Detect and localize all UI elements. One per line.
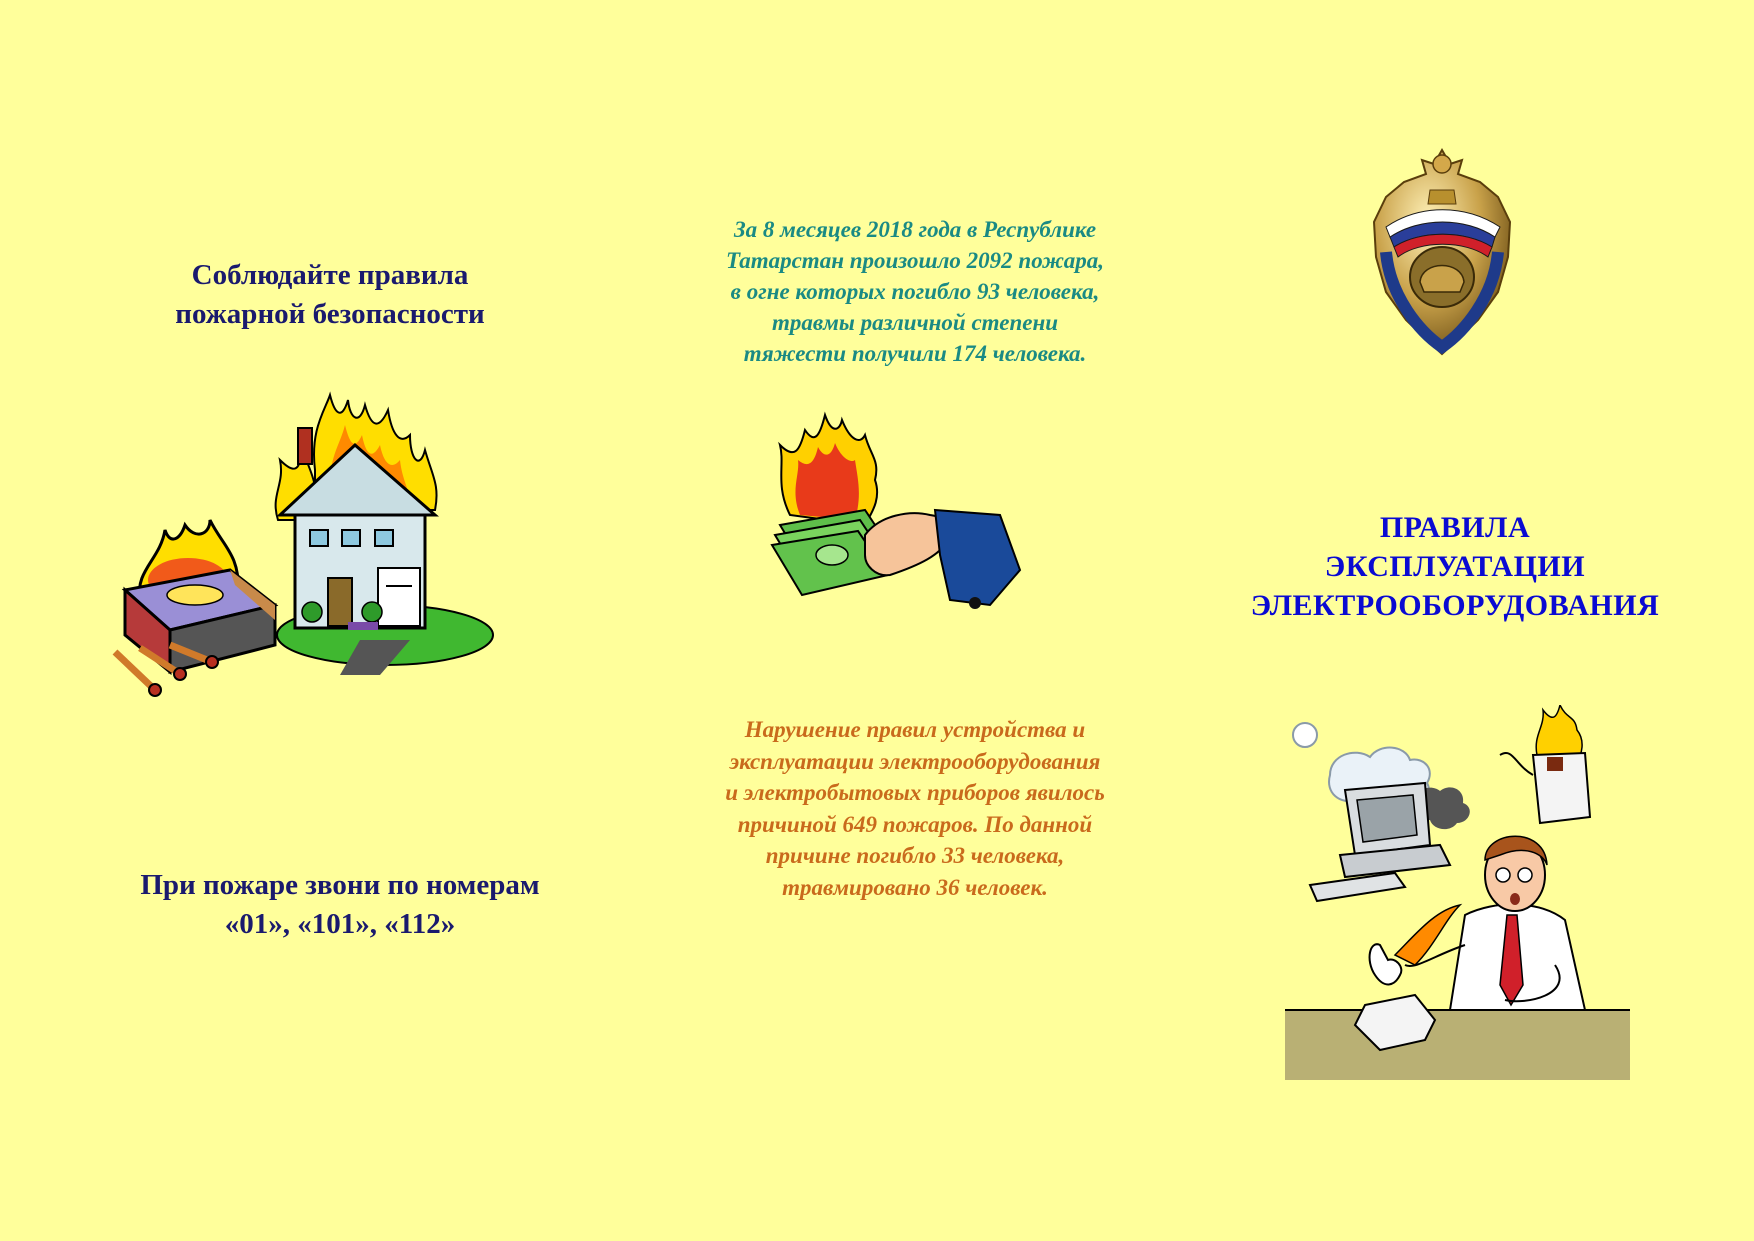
fire-safety-heading bbox=[110, 256, 550, 334]
cause-line: причине погибло 33 человека, bbox=[765, 843, 1065, 868]
state-supervision-emblem bbox=[1370, 142, 1515, 356]
fire-statistics-text bbox=[660, 214, 1170, 369]
emergency-phone-text bbox=[70, 866, 610, 944]
electrical-fire-cause-text bbox=[660, 714, 1170, 903]
stats-line: тяжести получили 174 человека. bbox=[743, 341, 1087, 366]
phone-numbers: «01», «101», «112» bbox=[224, 908, 456, 940]
burning-house-and-matches-image bbox=[110, 390, 510, 750]
cause-line: травмировано 36 человек. bbox=[782, 874, 1048, 900]
burning-money-image bbox=[770, 405, 1040, 645]
money-flames bbox=[780, 415, 877, 525]
phone-line: При пожаре звони по номерам bbox=[140, 869, 540, 901]
stats-line: За 8 месяцев 2018 года в Республике bbox=[733, 217, 1097, 242]
emblem-badge bbox=[1374, 150, 1510, 354]
title-line: ЭЛЕКТРООБОРУДОВАНИЯ bbox=[1250, 589, 1660, 622]
heading-line: Соблюдайте правила bbox=[191, 259, 469, 291]
man-with-burning-phone-image bbox=[1285, 705, 1630, 1080]
stats-line: Татарстан произошло 2092 пожара, bbox=[725, 248, 1104, 273]
title-line: ПРАВИЛА bbox=[1379, 511, 1531, 544]
cause-line: и электробытовых приборов явилось bbox=[725, 780, 1105, 805]
toaster bbox=[1500, 705, 1590, 823]
cause-line: эксплуатации электрооборудования bbox=[729, 748, 1101, 774]
hand bbox=[865, 510, 1020, 609]
stats-line: травмы различной степени bbox=[771, 310, 1059, 335]
cause-line: причиной 649 пожаров. По данной bbox=[737, 811, 1093, 837]
desk bbox=[1285, 1010, 1630, 1080]
cause-line: Нарушение правил устройства и bbox=[744, 717, 1086, 742]
leaflet-title bbox=[1200, 508, 1710, 625]
heading-line: пожарной безопасности bbox=[175, 298, 485, 330]
title-line: ЭКСПЛУАТАЦИИ bbox=[1324, 550, 1586, 583]
stats-line: в огне которых погибло 93 человека, bbox=[730, 279, 1100, 304]
